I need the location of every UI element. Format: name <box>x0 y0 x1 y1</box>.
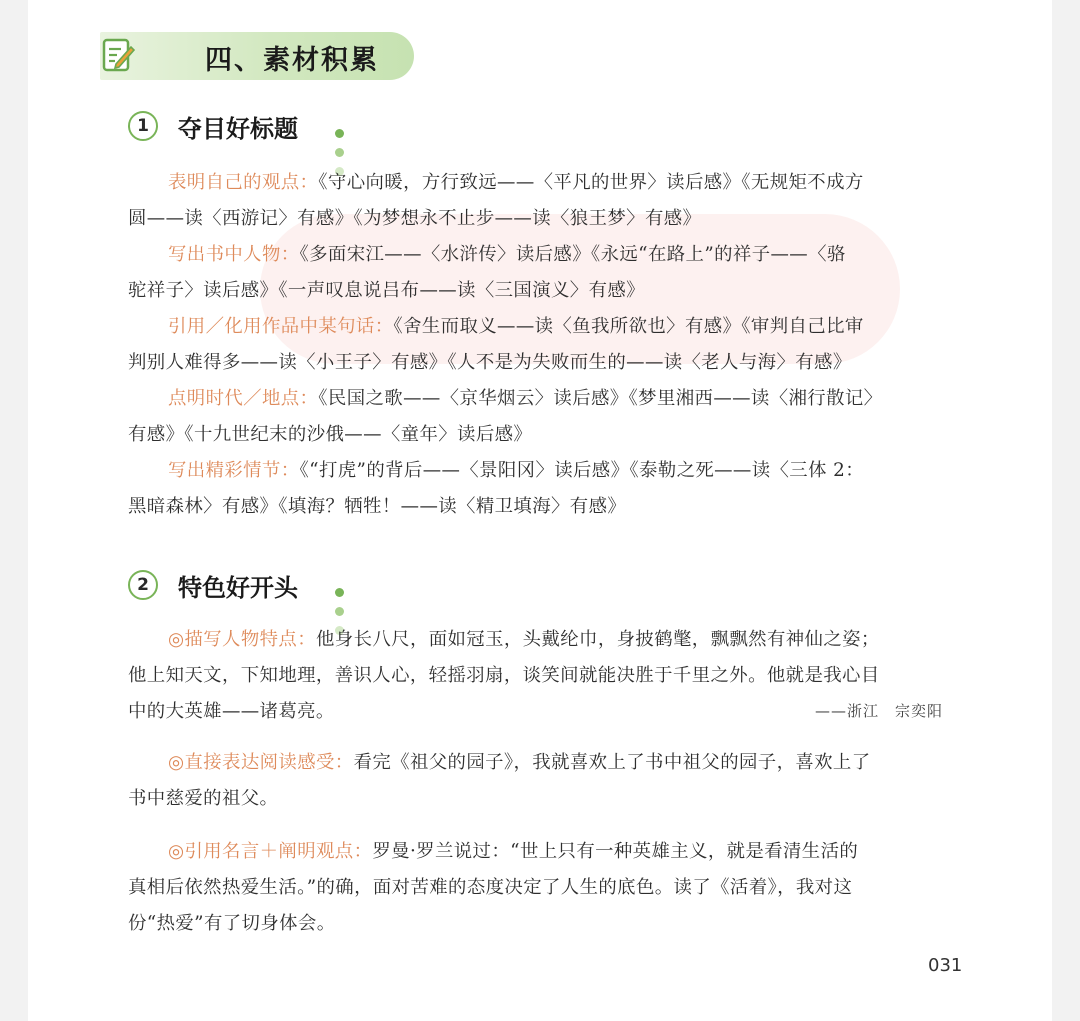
item-label: ◎引用名言＋阐明观点： <box>168 841 373 862</box>
number-badge: 2 <box>128 570 158 600</box>
title-item-3: 引用／化用作品中某句话：《舍生而取义——读〈鱼我所欲也〉有感》《审判自己比审 判别人难得多——读〈小王子〉有感》《人不是为失败而生的——读〈老人与海〉有感》 <box>128 316 864 373</box>
subsection-title: 特色好开头 <box>178 574 298 602</box>
pencil-note-icon <box>102 36 136 74</box>
attribution: ——浙江 宗奕阳 <box>814 702 943 720</box>
page-number: 031 <box>928 955 963 976</box>
title-item-4: 点明时代／地点：《民国之歌——〈京华烟云〉读后感》《梦里湘西——读〈湘行散记〉 有感》《十九世纪末的沙俄——〈童年〉读后感》 <box>128 388 883 445</box>
item-label: 引用／化用作品中某句话： <box>168 316 394 337</box>
item-label: 表明自己的观点： <box>168 172 319 193</box>
title-item-2: 写出书中人物：《多面宋江——〈水浒传〉读后感》《永远“在路上”的祥子——〈骆 驼祥子〉读后感》《一声叹息说吕布——读〈三国演义〉有感》 <box>128 244 846 301</box>
opening-paragraph-1: ◎描写人物特点：他身长八尺，面如冠玉，头戴纶巾，身披鹤氅，飘飘然有神仙之姿； 他上知天文，下知地理，善识人心，轻摇羽扇，谈笑间就能决胜于千里之外。他就是我心目 中的大英雄——诸葛亮。 <box>128 629 880 722</box>
title-item-5: 写出精彩情节：《“打虎”的背后——〈景阳冈〉读后感》《泰勒之死——读〈三体 2： 黑暗森林〉有感》《填海？牺牲！——读〈精卫填海〉有感》 <box>128 460 865 517</box>
item-label: 点明时代／地点： <box>168 388 319 409</box>
item-label: ◎描写人物特点： <box>168 629 316 650</box>
section-title: 四、素材积累 <box>205 45 379 76</box>
title-item-1: 表明自己的观点：《守心向暖，方行致远——〈平凡的世界〉读后感》《无规矩不成方 圆——读〈西游记〉有感》《为梦想永不止步——读〈狼王梦〉有感》 <box>128 172 864 229</box>
subsection-title: 夺目好标题 <box>178 115 298 143</box>
item-label: 写出精彩情节： <box>168 460 300 481</box>
item-label: 写出书中人物： <box>168 244 300 265</box>
number-badge: 1 <box>128 111 158 141</box>
opening-paragraph-2: ◎直接表达阅读感受：看完《祖父的园子》，我就喜欢上了书中祖父的园子，喜欢上了 书中慈爱的祖父。 <box>128 752 871 809</box>
item-label: ◎直接表达阅读感受： <box>168 752 354 773</box>
opening-paragraph-3: ◎引用名言＋阐明观点：罗曼·罗兰说过：“世上只有一种英雄主义，就是看清生活的 真相后依然热爱生活。”的确，面对苦难的态度决定了人生的底色。读了《活着》，我对这 份“热爱”有了切身体会。 <box>128 841 859 934</box>
